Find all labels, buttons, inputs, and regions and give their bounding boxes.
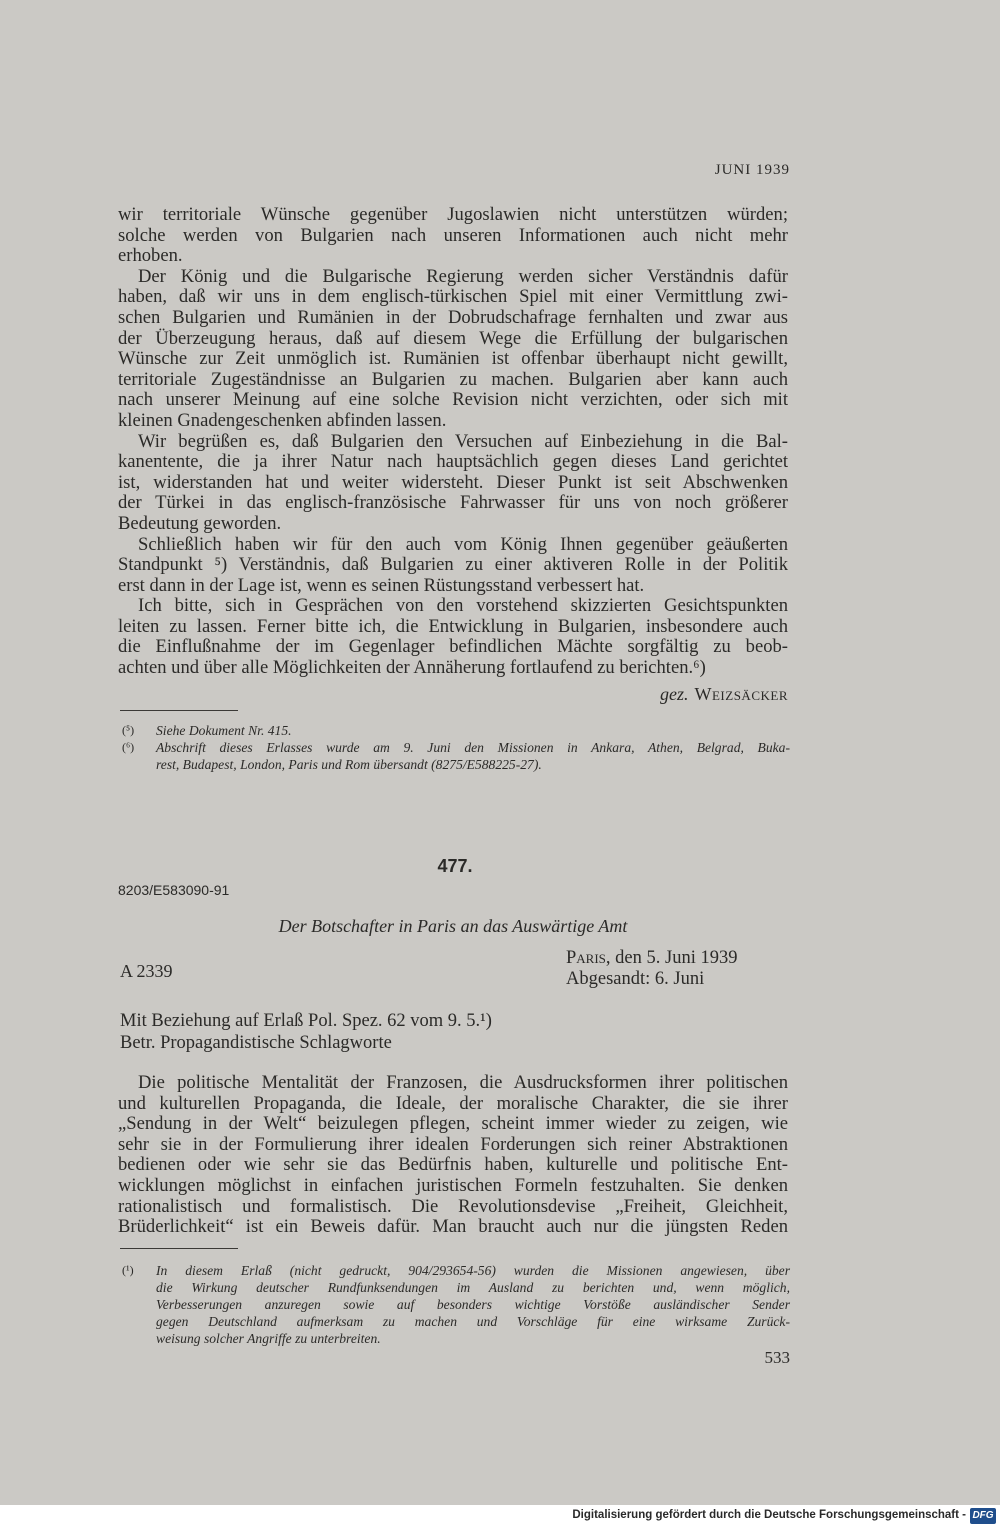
text-line: ist, widerstanden hat und weiter widersteht. Dieser Punkt ist seit Abschwenken — [118, 471, 788, 493]
signature — [560, 684, 788, 705]
text-line: territoriale Zugeständnisse an Bulgarien zu machen. Bulgarien aber kann auch — [118, 368, 788, 390]
footnote-mark: (¹) — [122, 1263, 134, 1277]
sent-date: Abgesandt: 6. Juni — [566, 969, 705, 989]
running-header-date: JUNI 1939 — [714, 162, 790, 178]
text-line: Standpunkt ⁵) Verständnis, daß Bulgarien zu einer aktiveren Rolle in der Politik — [118, 554, 788, 576]
signature-prefix: gez. — [660, 684, 689, 704]
text-line: wicklungen möglichst in einfachen juristischen Formeln festzuhalten. Sie denken — [118, 1174, 788, 1196]
text-line: Wir begrüßen es, daß Bulgarien den Versuchen auf Einbeziehung in die Bal- — [138, 430, 788, 452]
footnote-mark: (⁵) — [122, 723, 135, 737]
text-line: nach unserer Meinung auf eine solche Revision nicht verzichten, oder sich mit — [118, 389, 788, 411]
text-line: erhoben. — [118, 245, 183, 267]
place-date-line — [566, 948, 737, 969]
subject-block — [120, 1010, 492, 1054]
footnote — [122, 722, 790, 739]
footnote-divider-2 — [120, 1248, 238, 1249]
document-reference: 8203/E583090-91 — [118, 882, 230, 898]
footnote-text — [122, 1262, 790, 1347]
document-a-reference: A 2339 — [120, 961, 173, 981]
text-line: Brüderlichkeit“ ist ein Beweis dafür. Man braucht auch nur die jüngsten Reden — [118, 1216, 788, 1238]
text-line: Die politische Mentalität der Franzosen, die Ausdrucksformen ihrer politischen — [138, 1072, 788, 1093]
footnote-line: Verbesserungen anzuregen sowie auf besonders wichtige Vorstöße ausländischer Sender — [156, 1297, 790, 1312]
text-line: schen Bulgarien und Rumänien in der Dobrudschafrage fernhalten und zwar aus — [118, 306, 788, 328]
footnote — [122, 1262, 790, 1347]
text-line: Wünsche zur Zeit unmöglich ist. Rumänien ist offenbar überhaupt nicht gewillt, — [118, 348, 788, 370]
footnote-line: weisung solcher Angriffe zu unterbreiten. — [156, 1331, 381, 1346]
footnote — [122, 739, 790, 773]
footnote-line: In diesem Erlaß (nicht gedruckt, 904/293654-56) wurden die Missionen angewiesen, über — [156, 1263, 790, 1278]
text-line: bedienen oder wie sehr sie das Bedürfnis haben, kulturelle und politische Ent- — [118, 1154, 788, 1176]
footnote-line: Siehe Dokument Nr. 415. — [156, 723, 292, 738]
place: Paris — [566, 948, 606, 968]
footnote-mark: (⁶) — [122, 740, 135, 754]
text-line: der Überzeugung heraus, daß auf diesem Wege die Erfüllung der bulgarischen — [118, 327, 788, 349]
text-line: rationalistisch und formalistisch. Die Revolutionsdevise „Freiheit, Gleichheit, — [118, 1195, 788, 1217]
report-body — [118, 1073, 788, 1238]
footnote-divider — [120, 710, 238, 711]
page-number: 533 — [764, 1348, 790, 1367]
text-line: Schließlich haben wir für den auch vom König Ihnen gegenüber geäußerten — [138, 533, 788, 555]
document-number: 477. — [437, 856, 473, 876]
place-and-date — [566, 948, 737, 990]
footnote-line: rest, Budapest, London, Paris und Rom übersandt (8275/E588225-27). — [156, 757, 542, 772]
text-line: Der König und die Bulgarische Regierung werden sicher Verständnis dafür — [138, 265, 788, 287]
text-line: Ich bitte, sich in Gesprächen von den vorstehend skizzierten Gesichtspunkten — [138, 595, 788, 617]
text-line: die Einflußnahme der im Gegenlager befindlichen Mächte sorgfältig zu beob- — [118, 636, 788, 658]
text-line: solche werden von Bulgarien nach unseren Informationen auch nicht mehr — [118, 224, 788, 246]
text-line: sehr sie in der Formulierung ihrer idealen Forderungen sich reiner Abstraktionen — [118, 1133, 788, 1155]
footer-text: Digitalisierung gefördert durch die Deutsche Forschungsgemeinschaft - — [572, 1509, 966, 1521]
signature-name: Weizsäcker — [694, 684, 788, 704]
text-line: haben, daß wir uns in dem englisch-türkischen Spiel mit einer Vermittlung zwi- — [118, 286, 788, 308]
text-line: und kulturellen Propaganda, die Ideale, der moralische Charakter, die sie ihrer — [118, 1092, 788, 1114]
footnote-line: die Wirkung deutscher Rundfunksendungen im Ausland zu berichten und, wenn möglich, — [156, 1280, 790, 1295]
text-line: kanentente, die ja ihrer Natur nach hauptsächlich gegen dieses Land gerichtet — [118, 451, 788, 473]
footnotes-section1 — [122, 722, 790, 773]
digitization-footer — [0, 1505, 1000, 1528]
footnote-text — [122, 722, 790, 739]
text-line: achten und über alle Möglichkeiten der Annäherung fortlaufend zu berichten.⁶) — [118, 657, 706, 679]
footnote-document — [122, 1262, 790, 1347]
footnote-line: Abschrift dieses Erlasses wurde am 9. Juni den Missionen in Ankara, Athen, Belgrad, Buka- — [156, 740, 790, 755]
date: , den 5. Juni 1939 — [605, 948, 738, 968]
text-line: erst dann in der Lage ist, wenn es seinen Rüstungsstand verbessert hat. — [118, 574, 645, 596]
letter-body — [118, 205, 788, 679]
footnote-text — [122, 739, 790, 773]
text-line: Bedeutung geworden. — [118, 512, 282, 534]
text-line: der Türkei in das englisch-französische Fahrwasser für uns von noch größerer — [118, 492, 788, 514]
text-line: „Sendung in der Welt“ beizulegen pflegen, scheint immer wieder zu zeigen, wie — [118, 1113, 788, 1135]
subject-title: Betr. Propagandistische Schlagworte — [120, 1033, 392, 1053]
subject-reference: Mit Beziehung auf Erlaß Pol. Spez. 62 vom 9. 5.¹) — [120, 1011, 492, 1031]
text-line: wir territoriale Wünsche gegenüber Jugoslawien nicht unterstützen würden; — [118, 204, 788, 225]
footnote-line: gegen Deutschland aufmerksam zu machen und Vorschläge für eine wirksame Zurück- — [156, 1314, 790, 1329]
text-line: kleinen Gnadengeschenken abfinden lassen. — [118, 409, 447, 431]
document-title: Der Botschafter in Paris an das Auswärtige Amt — [278, 916, 628, 936]
text-line: leiten zu lassen. Ferner bitte ich, die Entwicklung in Bulgarien, insbesondere auch — [118, 615, 788, 637]
dfg-logo: DFG — [970, 1508, 996, 1524]
